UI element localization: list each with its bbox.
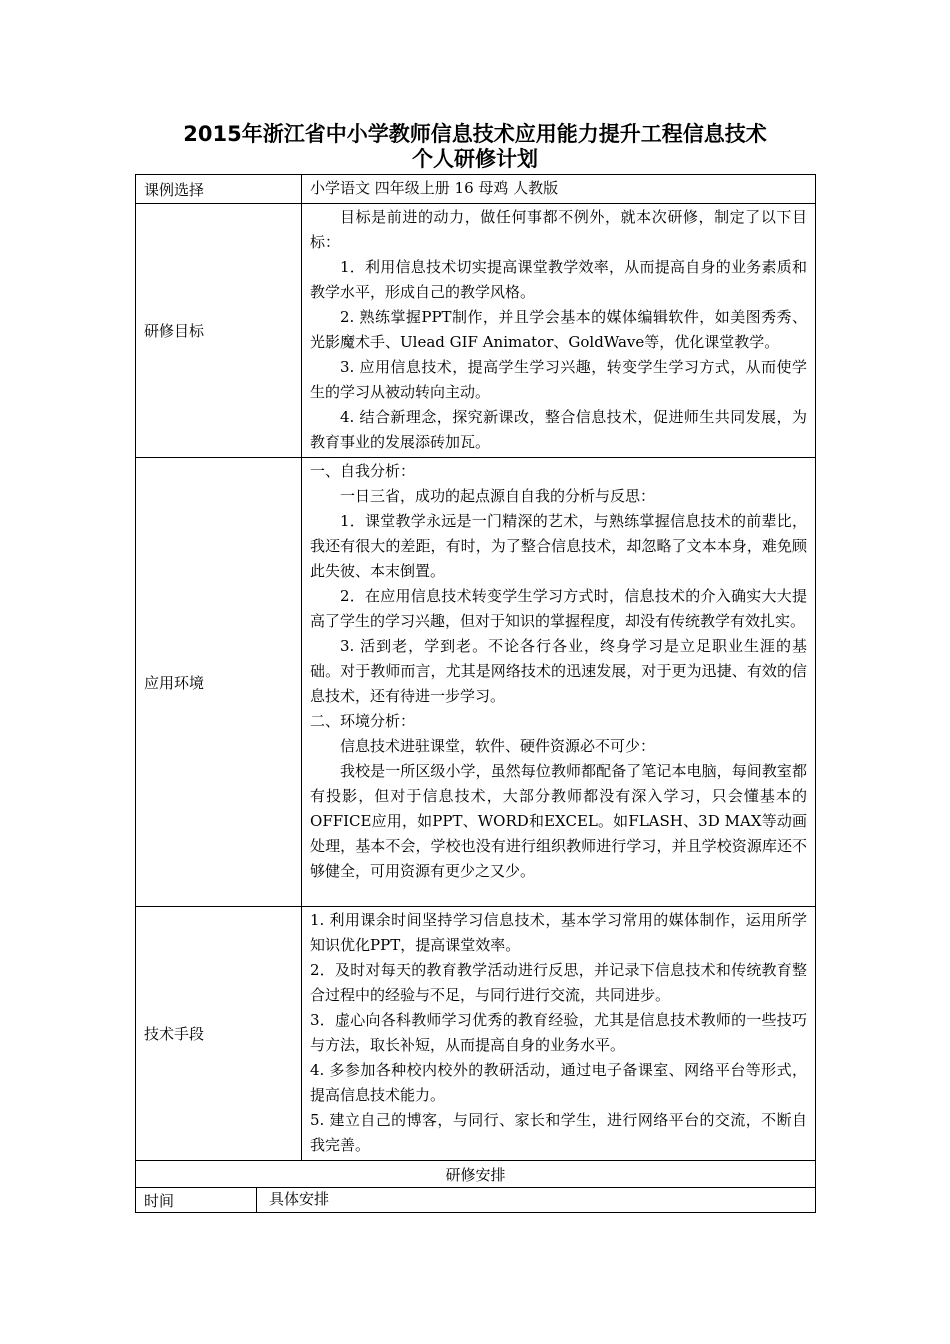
methods-paragraph: 5. 建立自己的博客，与同行、家长和学生，进行网络平台的交流，不断自我完善。 [310,1111,808,1154]
goals-paragraph: 4. 结合新理念，探究新课改，整合信息技术，促进师生共同发展，为教育事业的发展添砖加瓦。 [310,408,808,451]
goals-content [302,204,816,458]
methods-label: 技术手段 [136,907,302,1161]
title-line-2: 个人研修计划 [412,147,538,171]
goals-paragraph: 1．利用信息技术切实提高课堂教学效率，从而提高自身的业务素质和教学水平，形成自己的教学风格。 [310,258,808,301]
environment-heading-self: 一、自我分析： [310,462,416,480]
row-course [136,175,816,204]
environment-paragraph: 信息技术进驻课堂，软件、硬件资源必不可少： [340,737,656,755]
environment-paragraph: 1．课堂教学永远是一门精深的艺术，与熟练掌握信息技术的前辈比，我还有很大的差距，有时，为了整合信息技术，却忽略了文本本身，难免顾此失彼、本末倒置。 [310,512,808,580]
goals-paragraph: 2. 熟练掌握PPT制作，并且学会基本的媒体编辑软件，如美图秀秀、光影魔术手、Ulead GIF Animator、GoldWave等，优化课堂教学。 [310,308,808,351]
schedule-header: 研修安排 [136,1161,816,1188]
schedule-time-header: 时间 [136,1188,257,1213]
course-value: 小学语文 四年级上册 16 母鸡 人教版 [302,175,816,204]
environment-paragraph: 2．在应用信息技术转变学生学习方式时，信息技术的介入确实大大提高了学生的学习兴趣，但对于知识的掌握程度，却没有传统教学有效扎实。 [310,587,808,630]
page-title [135,122,815,172]
row-methods [136,907,816,1161]
methods-paragraph: 2．及时对每天的教育教学活动进行反思，并记录下信息技术和传统教育整合过程中的经验与不足，与同行进行交流，共同进步。 [310,961,808,1004]
methods-paragraph: 4. 多参加各种校内校外的教研活动，通过电子备课室、网络平台等形式，提高信息技术能力。 [310,1061,808,1104]
row-goals [136,204,816,458]
goals-paragraph: 目标是前进的动力，做任何事都不例外，就本次研修，制定了以下目标： [310,208,808,251]
row-schedule-columns [136,1188,816,1213]
plan-table [135,174,816,1213]
methods-content [302,907,816,1161]
environment-paragraph: 3. 活到老，学到老。不论各行各业，终身学习是立足职业生涯的基础。对于教师而言，尤其是网络技术的迅速发展，对于更为迅捷、有效的信息技术，还有待进一步学习。 [310,637,808,705]
row-schedule-header [136,1161,816,1188]
course-label: 课例选择 [136,175,302,204]
methods-paragraph: 3．虚心向各科教师学习优秀的教育经验，尤其是信息技术教师的一些技巧与方法，取长补短，从而提高自身的业务水平。 [310,1011,808,1054]
environment-label: 应用环境 [136,458,302,907]
methods-paragraph: 1. 利用课余时间坚持学习信息技术，基本学习常用的媒体制作，运用所学知识优化PPT，提高课堂效率。 [310,911,808,954]
title-line-1: 2015年浙江省中小学教师信息技术应用能力提升工程信息技术 [183,122,767,146]
goals-label: 研修目标 [136,204,302,458]
schedule-detail-header: 具体安排 [257,1188,816,1213]
environment-paragraph: 我校是一所区级小学，虽然每位教师都配备了笔记本电脑，每间教室都有投影，但对于信息技术，大部分教师都没有深入学习，只会懂基本的OFFICE应用，如PPT、WORD和EXCEL。如FLASH、3D MAX等动画处理，基本不会，学校也没有进行组织教师进行学习，并且学校资源库还不够健全，可用资源有更少之又少。 [310,762,808,880]
environment-paragraph: 一日三省，成功的起点源自自我的分析与反思： [340,487,656,505]
environment-heading-env: 二、环境分析： [310,712,416,730]
row-environment [136,458,816,907]
goals-paragraph: 3. 应用信息技术，提高学生学习兴趣，转变学生学习方式，从而使学生的学习从被动转向主动。 [310,358,808,401]
environment-content [302,458,816,907]
